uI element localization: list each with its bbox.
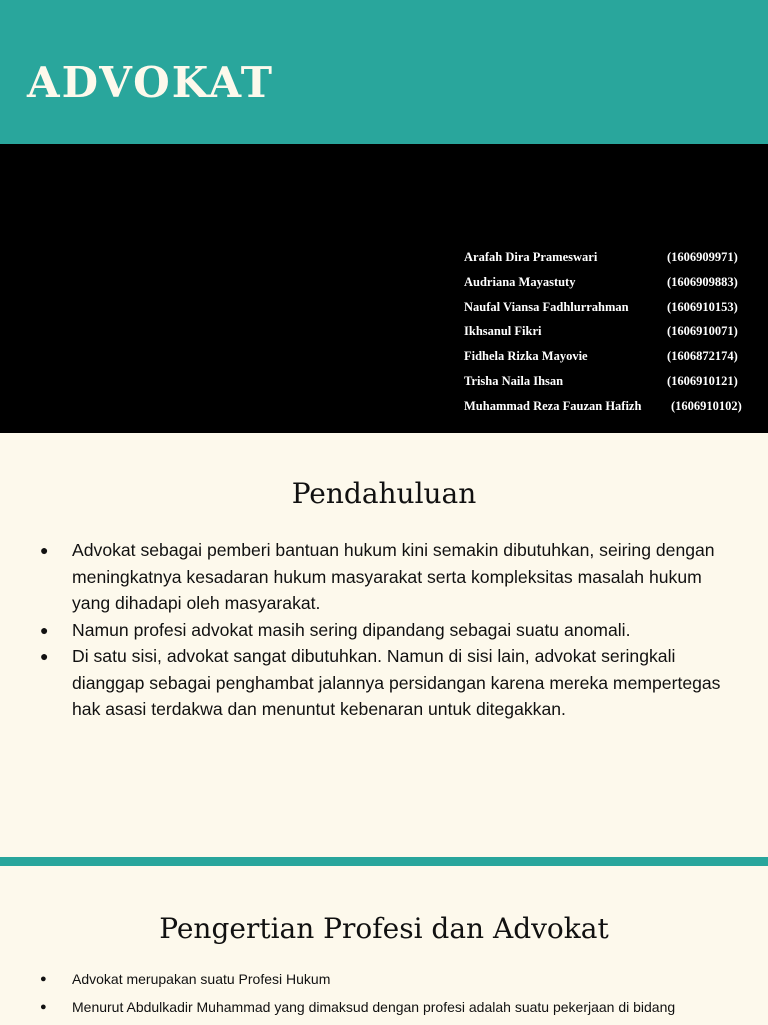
presentation-title: ADVOKAT: [27, 58, 275, 107]
list-item-text: Menurut Abdulkadir Muhammad yang dimaksud dengan profesi adalah suatu pekerjaan di bidang: [72, 999, 676, 1015]
slide-pengertian: [0, 866, 768, 1024]
list-item: [40, 537, 740, 617]
member-nim: (1606872174): [667, 349, 738, 364]
member-name: Ikhsanul Fikri: [464, 324, 542, 339]
member-name: Fidhela Rizka Mayovie: [464, 349, 588, 364]
list-item: [40, 643, 740, 723]
member-row: [464, 296, 764, 321]
list-item: [40, 969, 736, 989]
slide-heading: Pendahuluan: [291, 477, 477, 510]
member-name: Muhammad Reza Fauzan Hafizh: [464, 398, 642, 413]
slide-pendahuluan: [0, 433, 768, 857]
bullet-icon: ●: [40, 973, 47, 985]
list-item-text: Di satu sisi, advokat sangat dibutuhkan. Namun di sisi lain, advokat seringkali dianggap sebagai penghambat jalannya persidangan karena mereka mempertegas hak asasi terdakwa dan menuntut kebenaran untuk ditegakkan.: [72, 646, 721, 719]
member-nim: (1606910153): [667, 299, 738, 314]
slide-separator: [0, 857, 768, 866]
member-nim: (1606910102): [671, 398, 742, 413]
bullet-icon: ●: [40, 648, 49, 664]
member-list: [464, 246, 764, 420]
member-nim: (1606909883): [667, 274, 738, 289]
slide-heading: Pengertian Profesi dan Advokat: [159, 912, 609, 945]
list-item: [40, 997, 736, 1017]
list-item-text: Advokat sebagai pemberi bantuan hukum kini semakin dibutuhkan, seiring dengan meningkatnya kesadaran hukum masyarakat serta kompleksitas masalah hukum yang dihadapi oleh masyarakat.: [72, 540, 715, 613]
bullet-icon: ●: [40, 621, 49, 638]
member-row: [464, 271, 764, 296]
member-row: [464, 246, 764, 271]
member-row: [464, 370, 764, 395]
title-banner: [0, 0, 768, 144]
member-row: [464, 320, 764, 345]
bullet-icon: ●: [40, 542, 49, 558]
member-name: Audriana Mayastuty: [464, 274, 576, 289]
member-nim: (1606909971): [667, 250, 738, 264]
member-row: [464, 395, 764, 420]
bullet-list: [40, 537, 740, 723]
member-name: Arafah Dira Prameswari: [464, 250, 598, 264]
list-item: [40, 617, 740, 644]
member-name: Naufal Viansa Fadhlurrahman: [464, 299, 629, 314]
list-item-text: Namun profesi advokat masih sering dipandang sebagai suatu anomali.: [72, 619, 631, 640]
member-nim: (1606910071): [667, 324, 738, 339]
member-nim: (1606910121): [667, 373, 738, 388]
bullet-icon: ●: [40, 1001, 47, 1013]
bullet-list: [40, 969, 736, 1025]
member-row: [464, 345, 764, 370]
member-name: Trisha Naila Ihsan: [464, 373, 564, 388]
list-item-text: Advokat merupakan suatu Profesi Hukum: [72, 971, 331, 987]
